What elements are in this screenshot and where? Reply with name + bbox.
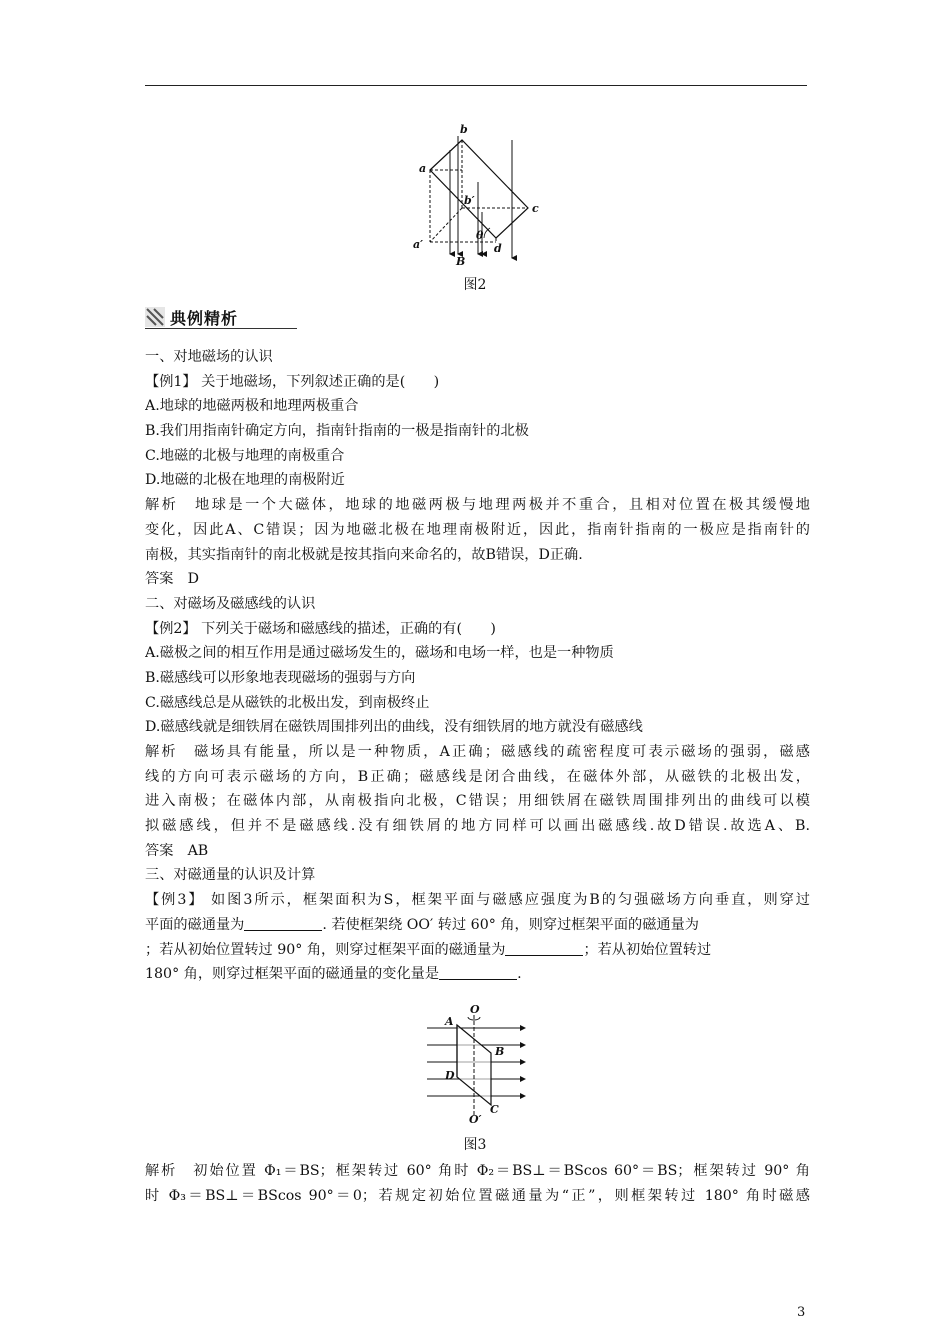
ex3-text: ；若从初始位置转过 bbox=[583, 941, 712, 958]
answer-blank bbox=[505, 941, 583, 956]
ex3-text: . 若使框架绕 OO′ 转过 60° 角，则穿过框架平面的磁通量为 bbox=[322, 916, 699, 933]
text-line: D.磁感线就是细铁屑在磁铁周围排列出的曲线，没有细铁屑的地方就没有磁感线 bbox=[145, 719, 643, 736]
page-number: 3 bbox=[797, 1305, 806, 1320]
label-B3: B bbox=[495, 1045, 505, 1058]
text-line: 拟磁感线，但并不是磁感线.没有细铁屑的地方同样可以画出磁感线.故D错误.故选A、B. bbox=[145, 818, 810, 835]
text-line: 答案 AB bbox=[145, 842, 209, 859]
text-line: A.地球的地磁两极和地理两极重合 bbox=[145, 398, 359, 415]
label-A: A bbox=[445, 1015, 454, 1028]
section-underline bbox=[145, 328, 297, 329]
text-line: B.磁感线可以形象地表现磁场的强弱与方向 bbox=[145, 669, 416, 686]
label-b: b bbox=[460, 123, 468, 136]
label-C: C bbox=[490, 1103, 499, 1116]
label-c: c bbox=[532, 202, 539, 215]
text-line: 时 Φ₃＝BS⊥＝BScos 90°＝0；若规定初始位置磁通量为“正”，则框架转过 180° 角时磁感 bbox=[145, 1187, 810, 1204]
figure-2-diagram bbox=[410, 122, 560, 272]
text-line: 解析 地球是一个大磁体，地球的地磁两极与地理两极并不重合，且相对位置在极其缓慢地 bbox=[145, 497, 810, 514]
label-O: O bbox=[470, 1005, 480, 1016]
text-line: 三、对磁通量的认识及计算 bbox=[145, 867, 316, 884]
text-line: 变化，因此A、C错误；因为地磁北极在地理南极附近，因此，指南针指南的一极应是指南针的 bbox=[145, 521, 810, 538]
text-line: 解析 初始位置 Φ₁＝BS；框架转过 60° 角时 Φ₂＝BS⊥＝BScos 60°＝BS；框架转过 90° 角 bbox=[145, 1163, 810, 1179]
body-text-1 bbox=[145, 345, 810, 987]
figure-3-caption: 图3 bbox=[463, 1137, 487, 1153]
label-B: B bbox=[456, 255, 466, 268]
text-line: 线的方向可表示磁场的方向，B正确；磁感线是闭合曲线，在磁体外部，从磁铁的北极出发， bbox=[145, 768, 810, 785]
text-line: 二、对磁场及磁感线的认识 bbox=[145, 595, 316, 612]
answer-blank bbox=[439, 965, 517, 980]
label-a: a bbox=[419, 162, 427, 175]
text-line: B.我们用指南针确定方向，指南针指南的一极是指南针的北极 bbox=[145, 423, 529, 440]
ex3-text: 平面的磁通量为 bbox=[145, 916, 245, 933]
section-stripes-icon bbox=[145, 307, 165, 327]
label-b-prime: b′ bbox=[464, 194, 475, 207]
text-line bbox=[145, 962, 810, 987]
text-line: C.磁感线总是从磁铁的北极出发，到南极终止 bbox=[145, 694, 430, 711]
text-line: 南极，其实指南针的南北极就是按其指向来命名的，故B错误，D正确. bbox=[145, 546, 583, 563]
text-line bbox=[145, 913, 810, 938]
text-line: 解析 磁场具有能量，所以是一种物质，A正确；磁感线的疏密程度可表示磁场的强弱，磁感 bbox=[145, 744, 810, 760]
text-line: C.地磁的北极与地理的南极重合 bbox=[145, 447, 345, 464]
label-d: d bbox=[494, 242, 502, 255]
ex3-text: . bbox=[517, 966, 522, 983]
answer-blank bbox=[244, 916, 322, 931]
text-line: D.地磁的北极在地理的南极附近 bbox=[145, 472, 345, 489]
text-line bbox=[145, 938, 810, 963]
label-theta: θ bbox=[476, 229, 484, 242]
body-text-2 bbox=[145, 1159, 810, 1208]
text-line: 【例2】 下列关于磁场和磁感线的描述，正确的有( ) bbox=[145, 620, 496, 637]
ex3-text: ；若从初始位置转过 90° 角，则穿过框架平面的磁通量为 bbox=[145, 941, 506, 958]
header-rule bbox=[145, 85, 807, 86]
label-O-prime: O′ bbox=[469, 1113, 482, 1125]
figure-3-diagram bbox=[425, 1005, 535, 1125]
text-line: 【例1】 关于地磁场，下列叙述正确的是( ) bbox=[145, 373, 440, 390]
text-line: 【例3】 如图3所示，框架面积为S，框架平面与磁感应强度为B的匀强磁场方向垂直，则穿过 bbox=[145, 892, 810, 909]
section-header bbox=[145, 304, 297, 330]
text-line: A.磁极之间的相互作用是通过磁场发生的，磁场和电场一样，也是一种物质 bbox=[145, 645, 614, 662]
text-line: 答案 D bbox=[145, 571, 199, 588]
label-a-prime: a′ bbox=[413, 238, 424, 251]
text-line: 一、对地磁场的认识 bbox=[145, 349, 273, 365]
text-line: 进入南极；在磁体内部，从南极指向北极，C错误；用细铁屑在磁铁周围排列出的曲线可以模 bbox=[145, 793, 810, 810]
ex3-text: 180° 角，则穿过框架平面的磁通量的变化量是 bbox=[145, 966, 440, 983]
figure-2-caption: 图2 bbox=[463, 277, 487, 293]
label-D: D bbox=[445, 1069, 455, 1082]
section-title: 典例精析 bbox=[170, 309, 239, 328]
